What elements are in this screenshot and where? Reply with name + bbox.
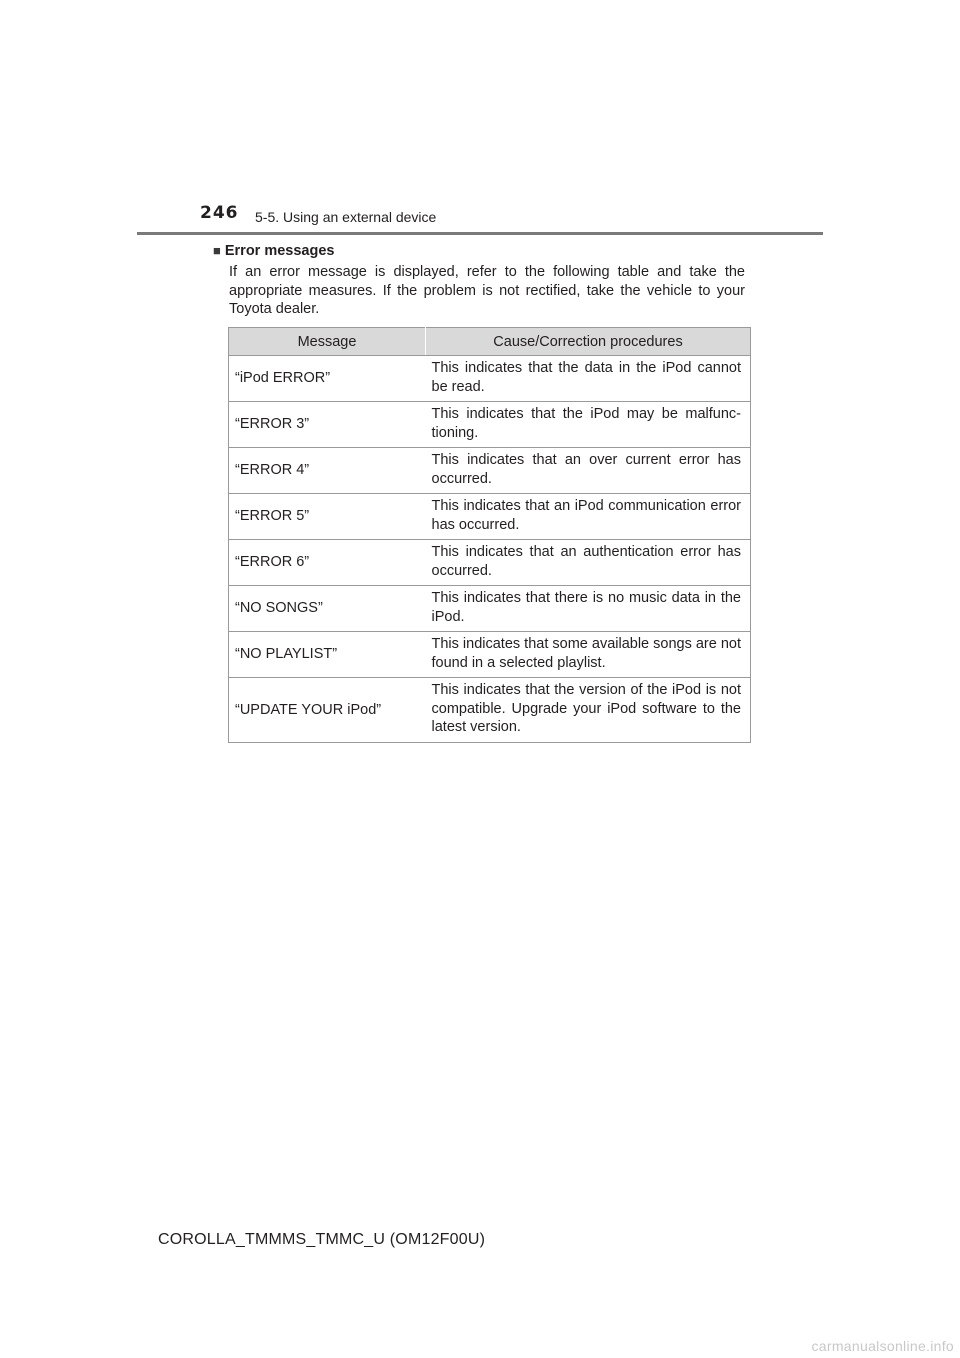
table-row <box>229 678 751 743</box>
header-divider <box>137 232 823 235</box>
cause-cell: This indicates that an iPod communication error has occurred. <box>426 494 751 540</box>
message-cell: “NO PLAYLIST” <box>229 632 426 678</box>
cause-cell: This indicates that there is no music data in the iPod. <box>426 586 751 632</box>
message-cell: “NO SONGS” <box>229 586 426 632</box>
subheading-text: Error messages <box>224 243 335 259</box>
column-header-message: Message <box>229 328 426 356</box>
message-cell: “ERROR 4” <box>229 448 426 494</box>
square-bullet-icon: ■ <box>213 243 221 258</box>
message-cell: “iPod ERROR” <box>229 356 426 402</box>
cause-cell: This indicates that the iPod may be malfunc- tioning. <box>426 402 751 448</box>
table-row <box>229 540 751 586</box>
intro-paragraph: If an error message is displayed, refer to the following table and take the appropriate measures. If the problem is not rectified, take the vehicle to your Toyota dealer. <box>229 264 745 317</box>
cause-cell: This indicates that an authentication error has occurred. <box>426 540 751 586</box>
table-row <box>229 632 751 678</box>
page-header <box>0 0 960 240</box>
message-cell: “ERROR 5” <box>229 494 426 540</box>
column-header-cause: Cause/Correction procedures <box>426 328 751 356</box>
table-header-row <box>229 328 751 356</box>
message-cell: “UPDATE YOUR iPod” <box>229 678 426 743</box>
cause-cell: This indicates that some available songs are not found in a selected playlist. <box>426 632 751 678</box>
cause-cell: This indicates that the data in the iPod cannot be read. <box>426 356 751 402</box>
watermark: carmanualsonline.info <box>811 1338 954 1354</box>
table-row <box>229 448 751 494</box>
cause-cell: This indicates that the version of the iPod is not compatible. Upgrade your iPod software to the latest version. <box>426 678 751 743</box>
error-messages-table <box>228 327 751 743</box>
page-number: 246 <box>200 203 239 223</box>
table-row <box>229 402 751 448</box>
section-title: 5-5. Using an external device <box>255 209 437 225</box>
table-row <box>229 586 751 632</box>
message-cell: “ERROR 6” <box>229 540 426 586</box>
cause-cell: This indicates that an over current error has occurred. <box>426 448 751 494</box>
table-row <box>229 356 751 402</box>
subheading <box>213 243 334 259</box>
message-cell: “ERROR 3” <box>229 402 426 448</box>
document-code-footer: COROLLA_TMMMS_TMMC_U (OM12F00U) <box>158 1231 486 1248</box>
table-row <box>229 494 751 540</box>
